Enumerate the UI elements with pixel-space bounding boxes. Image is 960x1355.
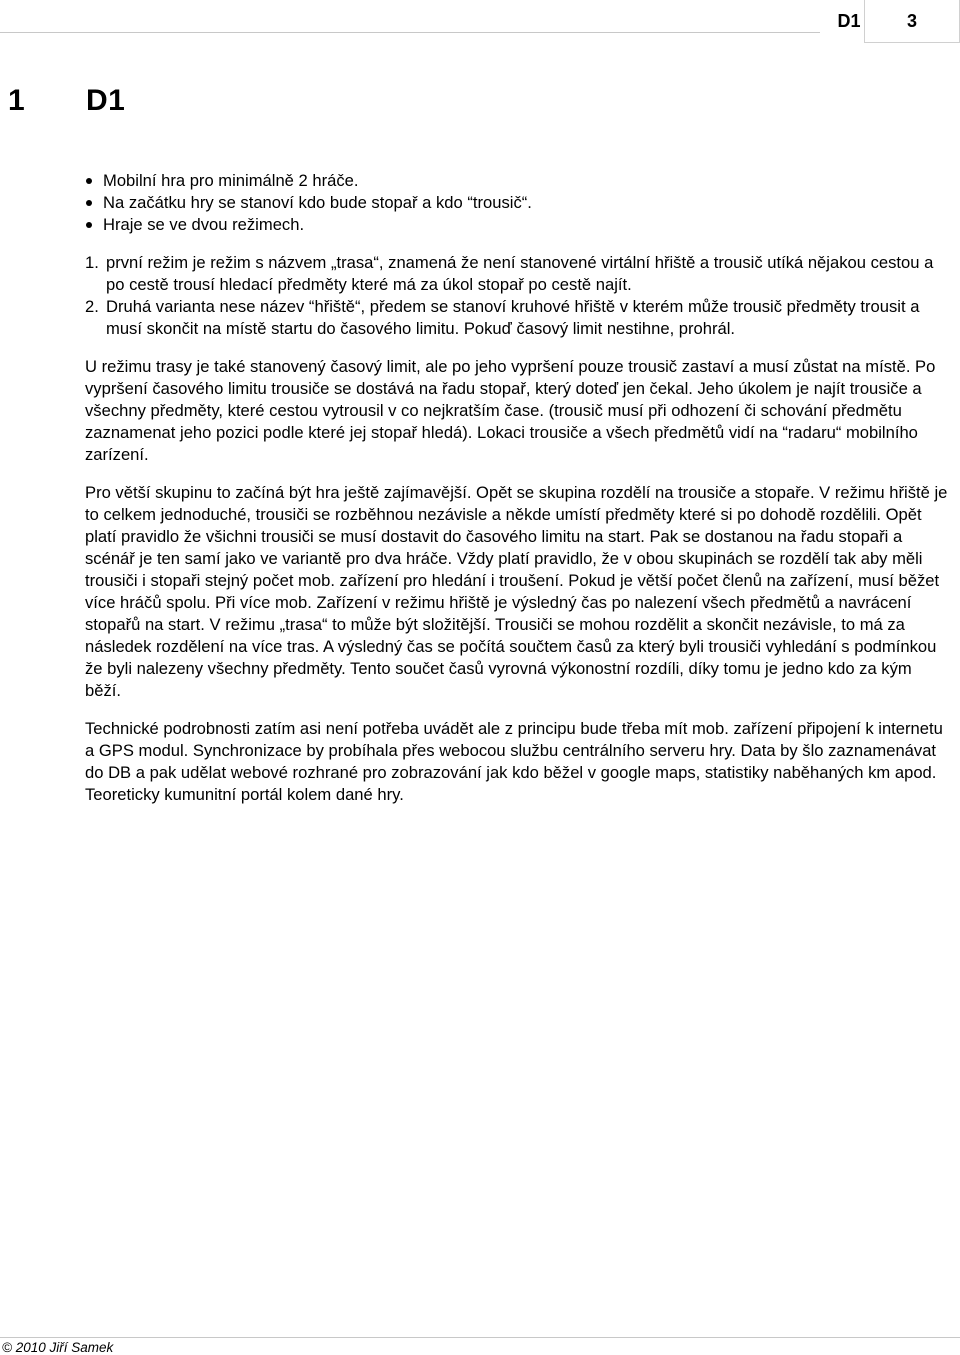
bullet-text: Mobilní hra pro minimálně 2 hráče. [103, 171, 359, 190]
mode-list [85, 252, 951, 340]
bullet-icon [86, 178, 92, 184]
chapter-number: 1 [8, 84, 26, 117]
footer-copyright: © 2010 Jiří Samek [2, 1340, 114, 1355]
bullet-item [85, 170, 951, 192]
paragraph-group-play: Pro větší skupinu to začíná být hra ještě zajímavější. Opět se skupina rozdělí na trousiče a stopaře. V režimu hřiště je to celkem jednoduché, trousiči se rozběhnou nezávisle a někde umístí předměty které si po dohodě rozdělili. Opět platí pravidlo že všichni trousiči se musí dostavit do časového limitu na start. Pak se dostanou na řadu stopaři a scénář je ten samí jako ve variantě pro dva hráče. Vždy platí pravidlo, že v obou skupinách se rozdělí tak aby měli trousiči i stopaři stejný počet mob. zařízení pro hledání i troušení. Pokud je větší počet členů na zařízení, musí běžet více hráčů spolu. Při více mob. Zařízení v režimu hřiště je výsledný čas po nalezení všech předmětů a navrácení stopařů na start. V režimu „trasa“ to může být složitější. Trousiči se mohou rozdělit a skončit nezávisle, to má za následek rozdělení na více tras. A výsledný čas se počítá součtem časů za který byli trousiči vyhledání s podmínkou že byli nalezeny všechny předměty. Tento součet časů vyrovná výkonostní rozdíli, díky tomu je jedno kdo za kým běží. [85, 483, 948, 700]
bullet-item [85, 192, 951, 214]
bullet-icon [86, 200, 92, 206]
header-page-number: 3 [864, 0, 960, 43]
header-section-label: D1 [820, 0, 878, 42]
mode-item [85, 252, 951, 296]
document-body [85, 170, 951, 806]
mode-text: Druhá varianta nese název “hřiště“, předem se stanoví kruhové hřiště v kterém může trousič předměty trousit a musí skončit na místě startu do časového limitu. Pokuď časový limit nestihne, prohrál. [106, 297, 920, 338]
bullet-text: Hraje se ve dvou režimech. [103, 215, 305, 234]
bullet-item [85, 214, 951, 236]
bullet-list [85, 170, 951, 236]
paragraph-technical: Technické podrobnosti zatím asi není potřeba uvádět ale z principu bude třeba mít mob. zařízení připojení k internetu a GPS modul. Synchronizace by probíhala přes webocou službu centrálního serveru hry. Data by šlo zaznamenávat do DB a pak udělat webové rozhrané pro zobrazování jak kdo běžel v google maps, statistiky naběhaných km apod. Teoreticky kumunitní portál kolem dané hry. [85, 719, 943, 804]
bullet-text: Na začátku hry se stanoví kdo bude stopař a kdo “trousič“. [103, 193, 532, 212]
chapter-title: D1 [86, 84, 126, 117]
mode-number: 1. [85, 253, 99, 272]
chapter-heading [8, 84, 125, 118]
bullet-icon [86, 222, 92, 228]
paragraph-trasa-rules: U režimu trasy je také stanovený časový limit, ale po jeho vypršení pouze trousič zastaví a musí zůstat na místě. Po vypršení časového limitu trousiče se dostává na řadu stopař, který doteď jen čekal. Jeho úkolem je najít trousiče a všechny předměty, které cestou vytrousil v co nejkratším čase. (trousič musí při odhození či schování předmětu zaznamenat jeho pozici podle které jej stopař hledá). Lokaci trousiče a všech předmětů vidí na “radaru“ mobilního zarízení. [85, 357, 936, 464]
mode-text: první režim je režim s názvem „trasa“, znamená že není stanovené virtální hřiště a trousič utíká nějakou cestou a po cestě trousí hledací předměty které má za úkol stopař po cestě najít. [106, 253, 934, 294]
header-rule [0, 32, 820, 33]
mode-number: 2. [85, 297, 99, 316]
footer-rule [0, 1337, 960, 1338]
mode-item [85, 296, 951, 340]
